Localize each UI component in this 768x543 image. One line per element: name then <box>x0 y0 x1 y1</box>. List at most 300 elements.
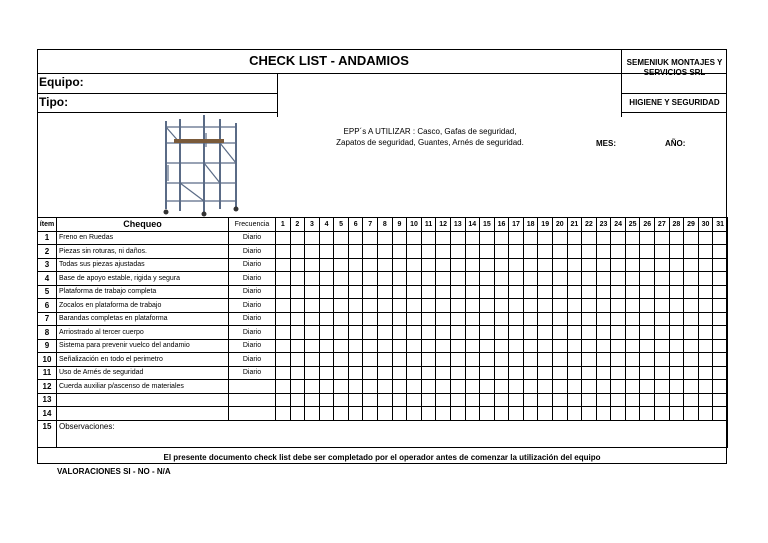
day-check-cell[interactable] <box>276 366 291 380</box>
day-check-cell[interactable] <box>378 299 393 313</box>
day-check-cell[interactable] <box>392 258 407 272</box>
day-check-cell[interactable] <box>319 231 334 245</box>
day-check-cell[interactable] <box>436 272 451 286</box>
day-check-cell[interactable] <box>655 285 670 299</box>
day-check-cell[interactable] <box>494 272 509 286</box>
day-check-cell[interactable] <box>567 407 582 421</box>
day-check-cell[interactable] <box>480 407 495 421</box>
day-check-cell[interactable] <box>669 312 684 326</box>
day-check-cell[interactable] <box>319 339 334 353</box>
day-check-cell[interactable] <box>421 366 436 380</box>
day-check-cell[interactable] <box>611 231 626 245</box>
day-check-cell[interactable] <box>407 258 422 272</box>
day-check-cell[interactable] <box>348 231 363 245</box>
day-check-cell[interactable] <box>305 285 320 299</box>
day-check-cell[interactable] <box>436 366 451 380</box>
day-check-cell[interactable] <box>305 299 320 313</box>
day-check-cell[interactable] <box>334 245 349 259</box>
day-check-cell[interactable] <box>611 326 626 340</box>
day-check-cell[interactable] <box>305 407 320 421</box>
day-check-cell[interactable] <box>480 299 495 313</box>
day-check-cell[interactable] <box>290 245 305 259</box>
day-check-cell[interactable] <box>698 245 713 259</box>
day-check-cell[interactable] <box>494 299 509 313</box>
day-check-cell[interactable] <box>509 299 524 313</box>
day-check-cell[interactable] <box>348 312 363 326</box>
day-check-cell[interactable] <box>421 380 436 394</box>
day-check-cell[interactable] <box>480 366 495 380</box>
day-check-cell[interactable] <box>348 407 363 421</box>
day-check-cell[interactable] <box>319 312 334 326</box>
day-check-cell[interactable] <box>523 299 538 313</box>
day-check-cell[interactable] <box>655 312 670 326</box>
day-check-cell[interactable] <box>596 380 611 394</box>
day-check-cell[interactable] <box>480 272 495 286</box>
day-check-cell[interactable] <box>713 380 728 394</box>
day-check-cell[interactable] <box>625 366 640 380</box>
day-check-cell[interactable] <box>684 353 699 367</box>
day-check-cell[interactable] <box>713 326 728 340</box>
day-check-cell[interactable] <box>276 326 291 340</box>
day-check-cell[interactable] <box>611 299 626 313</box>
day-check-cell[interactable] <box>698 407 713 421</box>
day-check-cell[interactable] <box>348 380 363 394</box>
day-check-cell[interactable] <box>421 258 436 272</box>
day-check-cell[interactable] <box>305 272 320 286</box>
day-check-cell[interactable] <box>552 380 567 394</box>
day-check-cell[interactable] <box>596 231 611 245</box>
day-check-cell[interactable] <box>698 299 713 313</box>
day-check-cell[interactable] <box>509 312 524 326</box>
day-check-cell[interactable] <box>450 326 465 340</box>
day-check-cell[interactable] <box>611 353 626 367</box>
day-check-cell[interactable] <box>538 380 553 394</box>
day-check-cell[interactable] <box>538 393 553 407</box>
day-check-cell[interactable] <box>334 380 349 394</box>
day-check-cell[interactable] <box>348 285 363 299</box>
day-check-cell[interactable] <box>319 272 334 286</box>
day-check-cell[interactable] <box>713 407 728 421</box>
day-check-cell[interactable] <box>611 258 626 272</box>
day-check-cell[interactable] <box>465 407 480 421</box>
day-check-cell[interactable] <box>582 272 597 286</box>
day-check-cell[interactable] <box>305 339 320 353</box>
day-check-cell[interactable] <box>334 326 349 340</box>
day-check-cell[interactable] <box>436 231 451 245</box>
day-check-cell[interactable] <box>348 299 363 313</box>
day-check-cell[interactable] <box>334 285 349 299</box>
day-check-cell[interactable] <box>509 393 524 407</box>
day-check-cell[interactable] <box>494 339 509 353</box>
day-check-cell[interactable] <box>552 407 567 421</box>
day-check-cell[interactable] <box>407 380 422 394</box>
day-check-cell[interactable] <box>290 326 305 340</box>
day-check-cell[interactable] <box>480 312 495 326</box>
day-check-cell[interactable] <box>509 366 524 380</box>
day-check-cell[interactable] <box>567 380 582 394</box>
day-check-cell[interactable] <box>378 231 393 245</box>
day-check-cell[interactable] <box>669 231 684 245</box>
day-check-cell[interactable] <box>640 326 655 340</box>
day-check-cell[interactable] <box>523 258 538 272</box>
day-check-cell[interactable] <box>655 258 670 272</box>
day-check-cell[interactable] <box>684 231 699 245</box>
day-check-cell[interactable] <box>421 353 436 367</box>
day-check-cell[interactable] <box>465 326 480 340</box>
day-check-cell[interactable] <box>465 285 480 299</box>
day-check-cell[interactable] <box>290 285 305 299</box>
day-check-cell[interactable] <box>421 272 436 286</box>
day-check-cell[interactable] <box>450 285 465 299</box>
day-check-cell[interactable] <box>348 393 363 407</box>
day-check-cell[interactable] <box>509 407 524 421</box>
day-check-cell[interactable] <box>552 272 567 286</box>
day-check-cell[interactable] <box>640 380 655 394</box>
day-check-cell[interactable] <box>655 339 670 353</box>
day-check-cell[interactable] <box>276 339 291 353</box>
day-check-cell[interactable] <box>684 285 699 299</box>
day-check-cell[interactable] <box>305 326 320 340</box>
day-check-cell[interactable] <box>480 339 495 353</box>
day-check-cell[interactable] <box>567 285 582 299</box>
day-check-cell[interactable] <box>378 380 393 394</box>
day-check-cell[interactable] <box>334 366 349 380</box>
day-check-cell[interactable] <box>450 245 465 259</box>
day-check-cell[interactable] <box>465 393 480 407</box>
day-check-cell[interactable] <box>625 285 640 299</box>
day-check-cell[interactable] <box>625 380 640 394</box>
day-check-cell[interactable] <box>611 366 626 380</box>
day-check-cell[interactable] <box>625 231 640 245</box>
day-check-cell[interactable] <box>538 326 553 340</box>
day-check-cell[interactable] <box>684 258 699 272</box>
day-check-cell[interactable] <box>713 393 728 407</box>
day-check-cell[interactable] <box>698 258 713 272</box>
day-check-cell[interactable] <box>655 245 670 259</box>
day-check-cell[interactable] <box>552 326 567 340</box>
day-check-cell[interactable] <box>480 353 495 367</box>
day-check-cell[interactable] <box>407 312 422 326</box>
day-check-cell[interactable] <box>669 245 684 259</box>
day-check-cell[interactable] <box>698 380 713 394</box>
day-check-cell[interactable] <box>582 299 597 313</box>
day-check-cell[interactable] <box>290 353 305 367</box>
day-check-cell[interactable] <box>713 285 728 299</box>
day-check-cell[interactable] <box>494 285 509 299</box>
day-check-cell[interactable] <box>698 339 713 353</box>
day-check-cell[interactable] <box>363 339 378 353</box>
day-check-cell[interactable] <box>669 326 684 340</box>
day-check-cell[interactable] <box>363 393 378 407</box>
day-check-cell[interactable] <box>305 312 320 326</box>
day-check-cell[interactable] <box>378 339 393 353</box>
day-check-cell[interactable] <box>552 258 567 272</box>
day-check-cell[interactable] <box>421 393 436 407</box>
day-check-cell[interactable] <box>567 339 582 353</box>
day-check-cell[interactable] <box>436 299 451 313</box>
day-check-cell[interactable] <box>684 339 699 353</box>
day-check-cell[interactable] <box>698 393 713 407</box>
day-check-cell[interactable] <box>582 380 597 394</box>
day-check-cell[interactable] <box>596 339 611 353</box>
day-check-cell[interactable] <box>319 285 334 299</box>
day-check-cell[interactable] <box>290 312 305 326</box>
day-check-cell[interactable] <box>465 231 480 245</box>
day-check-cell[interactable] <box>655 393 670 407</box>
day-check-cell[interactable] <box>625 312 640 326</box>
day-check-cell[interactable] <box>305 380 320 394</box>
day-check-cell[interactable] <box>640 353 655 367</box>
day-check-cell[interactable] <box>669 366 684 380</box>
day-check-cell[interactable] <box>450 231 465 245</box>
day-check-cell[interactable] <box>538 285 553 299</box>
day-check-cell[interactable] <box>669 339 684 353</box>
day-check-cell[interactable] <box>523 353 538 367</box>
day-check-cell[interactable] <box>640 339 655 353</box>
day-check-cell[interactable] <box>319 299 334 313</box>
day-check-cell[interactable] <box>684 366 699 380</box>
day-check-cell[interactable] <box>378 258 393 272</box>
day-check-cell[interactable] <box>713 353 728 367</box>
day-check-cell[interactable] <box>436 339 451 353</box>
day-check-cell[interactable] <box>713 312 728 326</box>
day-check-cell[interactable] <box>538 353 553 367</box>
day-check-cell[interactable] <box>611 245 626 259</box>
day-check-cell[interactable] <box>276 380 291 394</box>
day-check-cell[interactable] <box>276 299 291 313</box>
day-check-cell[interactable] <box>334 258 349 272</box>
day-check-cell[interactable] <box>407 285 422 299</box>
day-check-cell[interactable] <box>567 312 582 326</box>
day-check-cell[interactable] <box>378 393 393 407</box>
day-check-cell[interactable] <box>319 407 334 421</box>
day-check-cell[interactable] <box>655 366 670 380</box>
day-check-cell[interactable] <box>465 245 480 259</box>
day-check-cell[interactable] <box>276 245 291 259</box>
day-check-cell[interactable] <box>348 258 363 272</box>
day-check-cell[interactable] <box>319 380 334 394</box>
day-check-cell[interactable] <box>436 312 451 326</box>
day-check-cell[interactable] <box>407 231 422 245</box>
day-check-cell[interactable] <box>538 312 553 326</box>
day-check-cell[interactable] <box>596 393 611 407</box>
day-check-cell[interactable] <box>596 285 611 299</box>
day-check-cell[interactable] <box>582 366 597 380</box>
day-check-cell[interactable] <box>698 312 713 326</box>
day-check-cell[interactable] <box>669 258 684 272</box>
day-check-cell[interactable] <box>363 272 378 286</box>
day-check-cell[interactable] <box>290 299 305 313</box>
day-check-cell[interactable] <box>552 366 567 380</box>
day-check-cell[interactable] <box>509 285 524 299</box>
day-check-cell[interactable] <box>567 258 582 272</box>
day-check-cell[interactable] <box>305 231 320 245</box>
day-check-cell[interactable] <box>523 380 538 394</box>
day-check-cell[interactable] <box>363 353 378 367</box>
day-check-cell[interactable] <box>655 299 670 313</box>
day-check-cell[interactable] <box>363 231 378 245</box>
day-check-cell[interactable] <box>290 272 305 286</box>
day-check-cell[interactable] <box>378 366 393 380</box>
day-check-cell[interactable] <box>625 339 640 353</box>
day-check-cell[interactable] <box>538 258 553 272</box>
day-check-cell[interactable] <box>684 299 699 313</box>
day-check-cell[interactable] <box>436 285 451 299</box>
day-check-cell[interactable] <box>611 380 626 394</box>
day-check-cell[interactable] <box>407 393 422 407</box>
day-check-cell[interactable] <box>567 231 582 245</box>
day-check-cell[interactable] <box>494 245 509 259</box>
day-check-cell[interactable] <box>611 407 626 421</box>
day-check-cell[interactable] <box>378 353 393 367</box>
day-check-cell[interactable] <box>450 353 465 367</box>
day-check-cell[interactable] <box>450 380 465 394</box>
day-check-cell[interactable] <box>436 407 451 421</box>
day-check-cell[interactable] <box>523 285 538 299</box>
day-check-cell[interactable] <box>465 299 480 313</box>
day-check-cell[interactable] <box>480 245 495 259</box>
day-check-cell[interactable] <box>509 245 524 259</box>
day-check-cell[interactable] <box>363 407 378 421</box>
day-check-cell[interactable] <box>392 312 407 326</box>
day-check-cell[interactable] <box>348 245 363 259</box>
day-check-cell[interactable] <box>669 272 684 286</box>
day-check-cell[interactable] <box>334 231 349 245</box>
day-check-cell[interactable] <box>625 407 640 421</box>
day-check-cell[interactable] <box>552 245 567 259</box>
day-check-cell[interactable] <box>480 380 495 394</box>
day-check-cell[interactable] <box>407 353 422 367</box>
day-check-cell[interactable] <box>450 366 465 380</box>
day-check-cell[interactable] <box>567 326 582 340</box>
day-check-cell[interactable] <box>465 380 480 394</box>
day-check-cell[interactable] <box>465 312 480 326</box>
day-check-cell[interactable] <box>625 272 640 286</box>
day-check-cell[interactable] <box>305 366 320 380</box>
day-check-cell[interactable] <box>538 366 553 380</box>
day-check-cell[interactable] <box>305 258 320 272</box>
day-check-cell[interactable] <box>582 326 597 340</box>
day-check-cell[interactable] <box>509 326 524 340</box>
day-check-cell[interactable] <box>669 393 684 407</box>
day-check-cell[interactable] <box>509 231 524 245</box>
day-check-cell[interactable] <box>450 312 465 326</box>
day-check-cell[interactable] <box>348 366 363 380</box>
day-check-cell[interactable] <box>698 272 713 286</box>
day-check-cell[interactable] <box>494 326 509 340</box>
day-check-cell[interactable] <box>407 366 422 380</box>
day-check-cell[interactable] <box>378 407 393 421</box>
day-check-cell[interactable] <box>378 326 393 340</box>
day-check-cell[interactable] <box>523 245 538 259</box>
day-check-cell[interactable] <box>640 312 655 326</box>
day-check-cell[interactable] <box>655 231 670 245</box>
day-check-cell[interactable] <box>392 393 407 407</box>
day-check-cell[interactable] <box>305 353 320 367</box>
day-check-cell[interactable] <box>523 231 538 245</box>
day-check-cell[interactable] <box>713 299 728 313</box>
day-check-cell[interactable] <box>436 380 451 394</box>
day-check-cell[interactable] <box>640 285 655 299</box>
day-check-cell[interactable] <box>290 366 305 380</box>
day-check-cell[interactable] <box>276 407 291 421</box>
day-check-cell[interactable] <box>655 326 670 340</box>
day-check-cell[interactable] <box>465 258 480 272</box>
day-check-cell[interactable] <box>450 299 465 313</box>
day-check-cell[interactable] <box>582 407 597 421</box>
day-check-cell[interactable] <box>392 407 407 421</box>
day-check-cell[interactable] <box>348 326 363 340</box>
day-check-cell[interactable] <box>625 299 640 313</box>
day-check-cell[interactable] <box>684 245 699 259</box>
day-check-cell[interactable] <box>392 339 407 353</box>
day-check-cell[interactable] <box>450 258 465 272</box>
day-check-cell[interactable] <box>363 366 378 380</box>
day-check-cell[interactable] <box>523 366 538 380</box>
day-check-cell[interactable] <box>713 272 728 286</box>
day-check-cell[interactable] <box>392 299 407 313</box>
day-check-cell[interactable] <box>465 272 480 286</box>
day-check-cell[interactable] <box>276 393 291 407</box>
day-check-cell[interactable] <box>582 339 597 353</box>
day-check-cell[interactable] <box>276 258 291 272</box>
day-check-cell[interactable] <box>319 245 334 259</box>
day-check-cell[interactable] <box>552 285 567 299</box>
day-check-cell[interactable] <box>334 339 349 353</box>
day-check-cell[interactable] <box>698 366 713 380</box>
day-check-cell[interactable] <box>509 339 524 353</box>
day-check-cell[interactable] <box>392 326 407 340</box>
day-check-cell[interactable] <box>596 312 611 326</box>
day-check-cell[interactable] <box>684 326 699 340</box>
day-check-cell[interactable] <box>640 258 655 272</box>
day-check-cell[interactable] <box>552 339 567 353</box>
day-check-cell[interactable] <box>698 326 713 340</box>
day-check-cell[interactable] <box>538 245 553 259</box>
observaciones-field[interactable]: Observaciones: <box>57 420 728 447</box>
day-check-cell[interactable] <box>684 272 699 286</box>
day-check-cell[interactable] <box>305 245 320 259</box>
day-check-cell[interactable] <box>480 231 495 245</box>
day-check-cell[interactable] <box>552 393 567 407</box>
day-check-cell[interactable] <box>494 231 509 245</box>
day-check-cell[interactable] <box>669 285 684 299</box>
day-check-cell[interactable] <box>523 272 538 286</box>
day-check-cell[interactable] <box>276 353 291 367</box>
day-check-cell[interactable] <box>392 231 407 245</box>
day-check-cell[interactable] <box>290 339 305 353</box>
day-check-cell[interactable] <box>334 407 349 421</box>
day-check-cell[interactable] <box>421 299 436 313</box>
day-check-cell[interactable] <box>552 353 567 367</box>
day-check-cell[interactable] <box>319 393 334 407</box>
day-check-cell[interactable] <box>684 380 699 394</box>
day-check-cell[interactable] <box>392 353 407 367</box>
day-check-cell[interactable] <box>421 245 436 259</box>
day-check-cell[interactable] <box>523 326 538 340</box>
day-check-cell[interactable] <box>713 245 728 259</box>
day-check-cell[interactable] <box>596 326 611 340</box>
day-check-cell[interactable] <box>480 258 495 272</box>
day-check-cell[interactable] <box>582 231 597 245</box>
day-check-cell[interactable] <box>480 393 495 407</box>
day-check-cell[interactable] <box>465 366 480 380</box>
day-check-cell[interactable] <box>669 407 684 421</box>
day-check-cell[interactable] <box>290 407 305 421</box>
day-check-cell[interactable] <box>596 299 611 313</box>
day-check-cell[interactable] <box>567 272 582 286</box>
day-check-cell[interactable] <box>640 272 655 286</box>
